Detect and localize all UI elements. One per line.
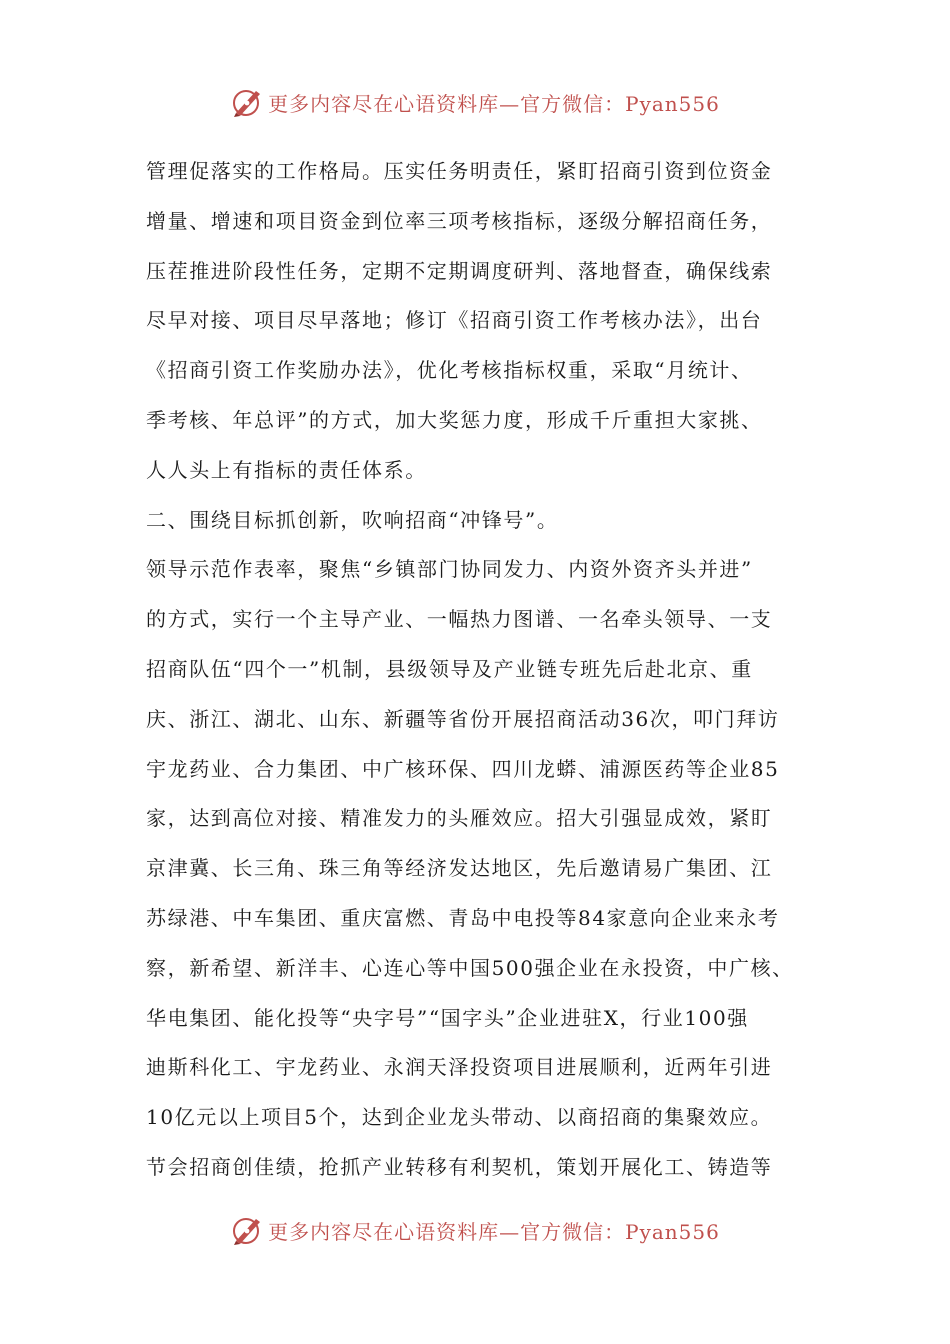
section-heading: 二、围绕目标抓创新，吹响招商“冲锋号”。: [146, 507, 559, 532]
body-line: 华电集团、能化投等“央字号”“国字头”企业进驻X，行业100强: [146, 1005, 749, 1030]
footer-watermark-inner: [230, 1213, 720, 1247]
body-line: 庆、浙江、湖北、山东、新疆等省份开展招商活动36次，叩门拜访: [146, 706, 780, 731]
body-line: 京津冀、长三角、珠三角等经济发达地区，先后邀请易广集团、江: [146, 856, 773, 881]
body-line: 《招商引资工作奖励办法》，优化考核指标权重，采取“月统计、: [146, 358, 753, 383]
pen-logo-icon: [230, 85, 264, 119]
document-body: [146, 147, 816, 1193]
body-line: 苏绿港、中车集团、重庆富燃、青岛中电投等84家意向企业来永考: [146, 905, 780, 930]
header-watermark-inner: [230, 85, 720, 119]
body-line: 家，达到高位对接、精准发力的头雁效应。招大引强显成效，紧盯: [146, 806, 773, 831]
footer-watermark-text: 更多内容尽在心语资料库—官方微信：Pyan556: [268, 1219, 720, 1244]
body-line: 管理促落实的工作格局。压实任务明责任，紧盯招商引资到位资金: [146, 159, 773, 183]
body-line: 招商队伍“四个一”机制，县级领导及产业链专班先后赴北京、重: [146, 656, 753, 681]
pen-logo-icon: [230, 1213, 264, 1247]
body-line: 压茬推进阶段性任务，定期不定期调度研判、落地督查，确保线索: [146, 258, 773, 283]
body-line: 10亿元以上项目5个，达到企业龙头带动、以商招商的集聚效应。: [146, 1105, 773, 1130]
body-line: 人人头上有指标的责任体系。: [146, 457, 427, 482]
footer-watermark-banner: [0, 1208, 950, 1252]
body-line: 尽早对接、项目尽早落地；修订《招商引资工作考核办法》，出台: [146, 308, 763, 333]
body-line: 季考核、年总评”的方式，加大奖惩力度，形成千斤重担大家挑、: [146, 407, 763, 432]
body-line: 领导示范作表率，聚焦“乡镇部门协同发力、内资外资齐头并进”: [146, 557, 753, 582]
body-line: 的方式，实行一个主导产业、一幅热力图谱、一名牵头领导、一支: [146, 607, 773, 632]
body-line: 增量、增速和项目资金到位率三项考核指标，逐级分解招商任务，: [146, 208, 773, 233]
header-watermark-banner: [0, 80, 950, 124]
header-watermark-text: 更多内容尽在心语资料库—官方微信：Pyan556: [268, 91, 720, 116]
body-line: 察，新希望、新洋丰、心连心等中国500强企业在永投资，中广核、: [146, 955, 794, 980]
body-line: 节会招商创佳绩，抢抓产业转移有利契机，策划开展化工、铸造等: [146, 1154, 773, 1179]
body-line: 宇龙药业、合力集团、中广核环保、四川龙蟒、浦源医药等企业85: [146, 756, 780, 781]
body-line: 迪斯科化工、宇龙药业、永润天泽投资项目进展顺利，近两年引进: [146, 1055, 773, 1080]
